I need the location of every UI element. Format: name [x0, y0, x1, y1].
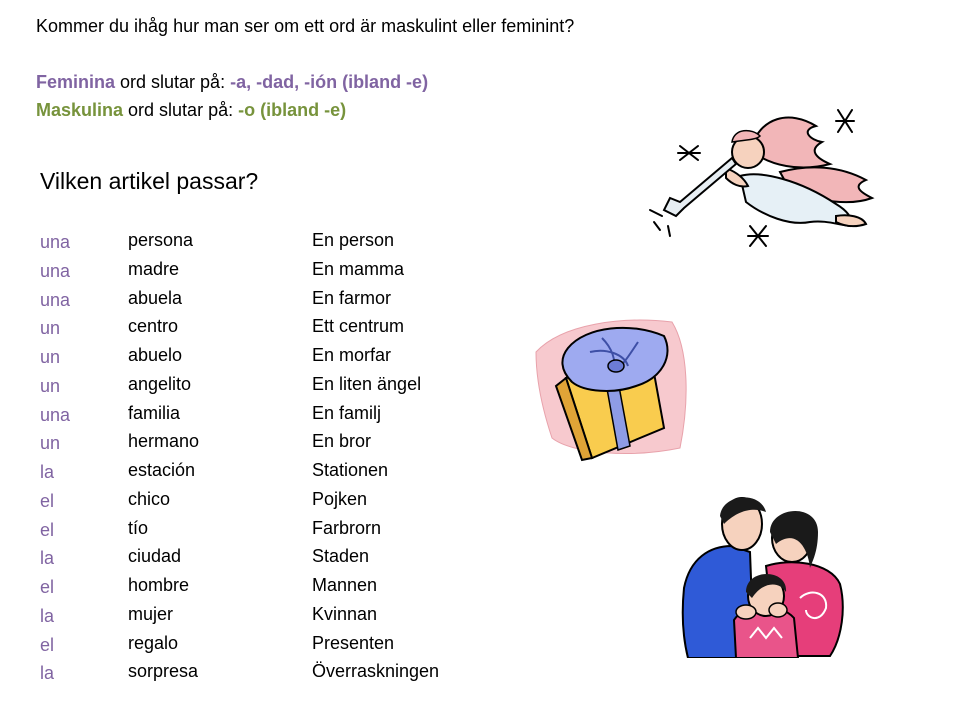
spanish-word: tío — [128, 517, 149, 538]
swedish-translation: Ett centrum — [312, 316, 405, 337]
spanish-word: angelito — [128, 373, 192, 394]
masculine-endings: -o (ibland -e) — [238, 100, 347, 120]
swedish-translation: Kvinnan — [312, 603, 378, 624]
swedish-translation: En liten ängel — [312, 373, 422, 394]
intro-spacer — [36, 40, 756, 68]
spanish-word: familia — [128, 402, 181, 423]
swedish-translation: En familj — [312, 402, 382, 423]
spanish-word: abuela — [128, 287, 183, 308]
swedish-translation: En person — [312, 230, 395, 250]
swedish-translation: En morfar — [312, 345, 392, 365]
swedish-translation: En mamma — [312, 258, 405, 279]
spanish-word-column — [128, 226, 199, 686]
spanish-word: estación — [128, 460, 196, 480]
angel-trumpet-icon — [640, 106, 880, 252]
article-item: el — [40, 634, 55, 655]
swedish-translation: En bror — [312, 431, 372, 452]
article-item: una — [40, 232, 71, 252]
article-item: el — [40, 519, 55, 540]
spanish-word: hombre — [128, 575, 190, 595]
article-item: un — [40, 375, 61, 396]
article-item: un — [40, 347, 61, 367]
swedish-translation-column — [312, 226, 439, 686]
spanish-word: ciudad — [128, 546, 182, 567]
masculine-term: Maskulina — [36, 100, 124, 120]
swedish-translation: Staden — [312, 546, 370, 567]
swedish-translation: Presenten — [312, 632, 395, 653]
feminine-rule-text: ord slutar på: — [115, 72, 231, 92]
family-icon — [680, 488, 850, 658]
masculine-rule-text: ord slutar på: — [123, 100, 239, 120]
article-item: el — [40, 490, 55, 511]
gift-box-icon — [532, 308, 692, 468]
swedish-translation: Mannen — [312, 575, 378, 595]
spanish-word: regalo — [128, 632, 179, 653]
swedish-translation: Stationen — [312, 460, 389, 480]
feminine-term: Feminina — [36, 72, 116, 92]
swedish-translation: Överraskningen — [312, 661, 440, 682]
spanish-word: centro — [128, 316, 179, 337]
swedish-translation: Pojken — [312, 488, 368, 509]
feminine-rule — [36, 68, 756, 96]
article-item: un — [40, 318, 61, 339]
spanish-word: chico — [128, 488, 171, 509]
spanish-word: persona — [128, 230, 194, 250]
article-column — [40, 228, 70, 688]
spanish-word: madre — [128, 258, 180, 279]
article-item: la — [40, 548, 55, 569]
article-item: la — [40, 663, 55, 684]
article-item: la — [40, 605, 55, 626]
article-item: el — [40, 577, 55, 597]
article-item: una — [40, 404, 71, 425]
swedish-translation: En farmor — [312, 287, 392, 308]
spanish-word: sorpresa — [128, 661, 199, 682]
spanish-word: abuelo — [128, 345, 183, 365]
intro-question: Kommer du ihåg hur man ser om ett ord är maskulint eller feminint? — [36, 16, 575, 36]
article-item: una — [40, 289, 71, 310]
spanish-word: hermano — [128, 431, 200, 452]
spanish-word: mujer — [128, 603, 174, 624]
article-item: un — [40, 433, 61, 454]
exercise-heading: Vilken artikel passar? — [40, 168, 259, 194]
feminine-endings: -a, -dad, -ión (ibland -e) — [230, 72, 429, 92]
article-item: la — [40, 462, 55, 482]
article-item: una — [40, 260, 71, 281]
swedish-translation: Farbrorn — [312, 517, 382, 538]
